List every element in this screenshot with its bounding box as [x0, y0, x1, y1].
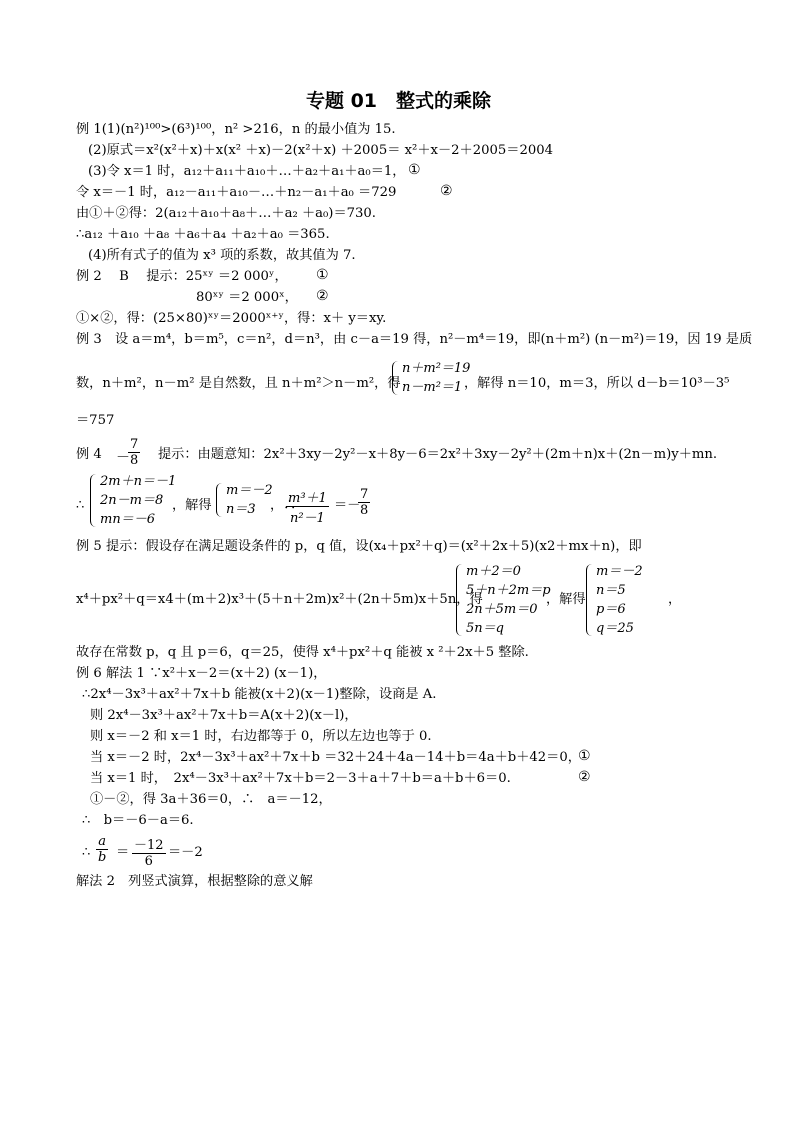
example-6-equals: ＝: [116, 845, 130, 860]
system-ex4a-row: mn＝－6: [100, 512, 155, 527]
marker-3: ①: [316, 267, 329, 283]
system-ex5a-row: 2n＋5m＝0: [466, 602, 538, 617]
system-ex4b: [216, 481, 273, 519]
page-title: 专题 01 整式的乘除: [305, 90, 492, 112]
system-ex5b-row: m＝－2: [596, 564, 643, 579]
example-4-label: 例 4: [76, 447, 102, 462]
fraction-ex4-result: $\frac{7}{8}$: [360, 487, 369, 518]
system-ex5a-row: 5＋n＋2m＝p: [466, 583, 551, 598]
example-3-line-1: 例 3 设 a＝m⁴，b＝m⁵，c＝n²，d＝n³，由 c－a＝19 得，n²－m⁴＝19，即(n＋m²) (n－m²)＝19，因 19 是质: [76, 332, 753, 347]
example-6-line-5: 当 x＝－2 时，2x⁴－3x³＋ax²＋7x＋b ＝32＋24＋4a－14＋b＝4a＋b＋42＝0，: [90, 750, 581, 765]
example-5-line-1: 例 5 提示：假设存在满足题设条件的 p，q 值，设(x₄＋px²＋q)＝(x²＋2x＋5)(x2＋mx＋n)，即: [76, 539, 642, 554]
system-ex3-row: n＋m²＝19: [402, 361, 471, 376]
system-ex5a-row: m＋2＝0: [466, 564, 521, 579]
example-2-line-1: 例 2 B 提示：25ˣʸ ＝2 000ʸ，: [76, 269, 288, 284]
example-4-equals: ＝－: [334, 498, 361, 513]
fraction-ex6-ab: $\frac{a}{b}$: [98, 834, 107, 865]
system-ex5b-row: q＝25: [596, 621, 634, 636]
example-2-line-2: 80ˣʸ ＝2 000ˣ，: [196, 290, 298, 305]
therefore-symbol: ∴: [76, 498, 85, 513]
fraction-ex6-val: $\frac{-12}{6}$: [132, 834, 166, 869]
example-1-line-4: 令 x＝－1 时，a₁₂－a₁₁＋a₁₀－…＋n₂－a₁＋a₀ ＝729: [76, 185, 397, 200]
system-ex5b-row: n＝5: [596, 583, 626, 598]
example-4-hint: 提示：由题意知：2x²＋3xy－2y²－x＋8y－6＝2x²＋3xy－2y²＋(2m＋n)x＋(2n－m)y＋mn.: [158, 447, 718, 462]
example-2-line-3: ①×②，得：(25×80)ˣʸ＝2000ˣ⁺ʸ，得：x＋ y＝xy.: [76, 311, 387, 326]
example-1-line-6: ∴a₁₂ ＋a₁₀ ＋a₈ ＋a₆＋a₄ ＋a₂＋a₀ ＝365.: [76, 227, 330, 242]
example-1-line-5: 由①＋②得：2(a₁₂＋a₁₀＋a₈＋…＋a₂ ＋a₀)＝730.: [76, 206, 376, 221]
system-ex3: [392, 359, 470, 397]
example-5-line-2a: x⁴＋px²＋q＝x4＋(m＋2)x³＋(5＋n＋2m)x²＋(2n＋5m)x＋5n，得: [76, 592, 483, 607]
fraction-ex4-answer: $\frac{7}{8}$: [130, 437, 139, 468]
marker-6: ②: [578, 769, 591, 785]
system-ex4b-row: m＝－2: [226, 483, 273, 498]
example-5-conclusion: 故存在常数 p，q 且 p＝6，q＝25，使得 x⁴＋px²＋q 能被 x ²＋2x＋5 整除.: [76, 645, 529, 660]
example-5-comma: ，: [668, 592, 682, 607]
example-5-solve: ，解得: [546, 592, 586, 607]
example-6-result: ＝－2: [168, 845, 203, 860]
example-4-therefore: ，∴: [270, 498, 297, 513]
system-ex4a-row: 2n－m＝8: [100, 493, 164, 508]
system-ex5b-row: p＝6: [596, 602, 626, 617]
example-3-line-3: ＝757: [76, 413, 115, 428]
marker-5: ①: [578, 748, 591, 764]
example-3-line-2a: 数，n＋m²，n－m² 是自然数，且 n＋m²＞n－m²，得: [76, 376, 401, 391]
marker-4: ②: [316, 288, 329, 304]
marker-1: ①: [408, 162, 421, 178]
example-6-line-4: 则 x＝－2 和 x＝1 时，右边都等于 0，所以左边也等于 0.: [90, 729, 432, 744]
example-6-therefore: ∴: [82, 845, 91, 860]
example-6-line-7: ①－②，得 3a＋36＝0，∴ a＝－12，: [90, 792, 332, 807]
system-ex4a: [90, 472, 176, 529]
marker-2: ②: [440, 183, 453, 199]
example-6-line-3: 则 2x⁴－3x³＋ax²＋7x＋b＝A(x＋2)(x－l)，: [90, 708, 358, 723]
system-ex5a: [456, 562, 551, 638]
example-1-part-1: 例 1(1)(n²)¹⁰⁰>(6³)¹⁰⁰，n² >216，n 的最小值为 15.: [76, 122, 396, 137]
system-ex5a-row: 5n＝q: [466, 621, 504, 636]
system-ex5b: [586, 562, 643, 638]
example-6-line-8: ∴ b＝－6－a＝6.: [82, 813, 194, 828]
system-ex4b-row: n＝3: [226, 502, 256, 517]
example-1-part-4: (4)所有式子的值为 x³ 项的系数，故其值为 7.: [88, 248, 356, 263]
example-4-minus: －: [116, 450, 130, 466]
example-6-line-2: ∴2x⁴－3x³＋ax²＋7x＋b 能被(x＋2)(x－1)整除，设商是 A.: [82, 687, 437, 702]
example-4-solve: ，解得: [172, 498, 212, 513]
example-6-method-2: 解法 2 列竖式演算，根据整除的意义解: [76, 874, 313, 889]
example-6-line-1: 例 6 解法 1 ∵x²＋x－2＝(x＋2) (x－1)，: [76, 666, 327, 681]
example-3-line-2b: ，解得 n＝10，m＝3，所以 d－b＝10³－3⁵: [464, 376, 730, 391]
example-6-line-6: 当 x＝1 时， 2x⁴－3x³＋ax²＋7x＋b＝2－3＋a＋7＋b＝a＋b＋6＝0.: [90, 771, 511, 786]
example-1-part-2: (2)原式＝x²(x²＋x)＋x(x² ＋x)－2(x²＋x) ＋2005＝ x²＋x－2＋2005＝2004: [88, 143, 554, 158]
example-1-part-3: (3)令 x＝1 时，a₁₂＋a₁₁＋a₁₀＋…＋a₂＋a₁＋a₀＝1，: [88, 164, 406, 179]
fraction-ex4-expr: $\frac{\text{m³＋1}}{\text{n²－1}}$: [286, 487, 329, 526]
system-ex3-row: n－m²＝1: [402, 380, 463, 395]
system-ex4a-row: 2m＋n＝－1: [100, 474, 177, 489]
